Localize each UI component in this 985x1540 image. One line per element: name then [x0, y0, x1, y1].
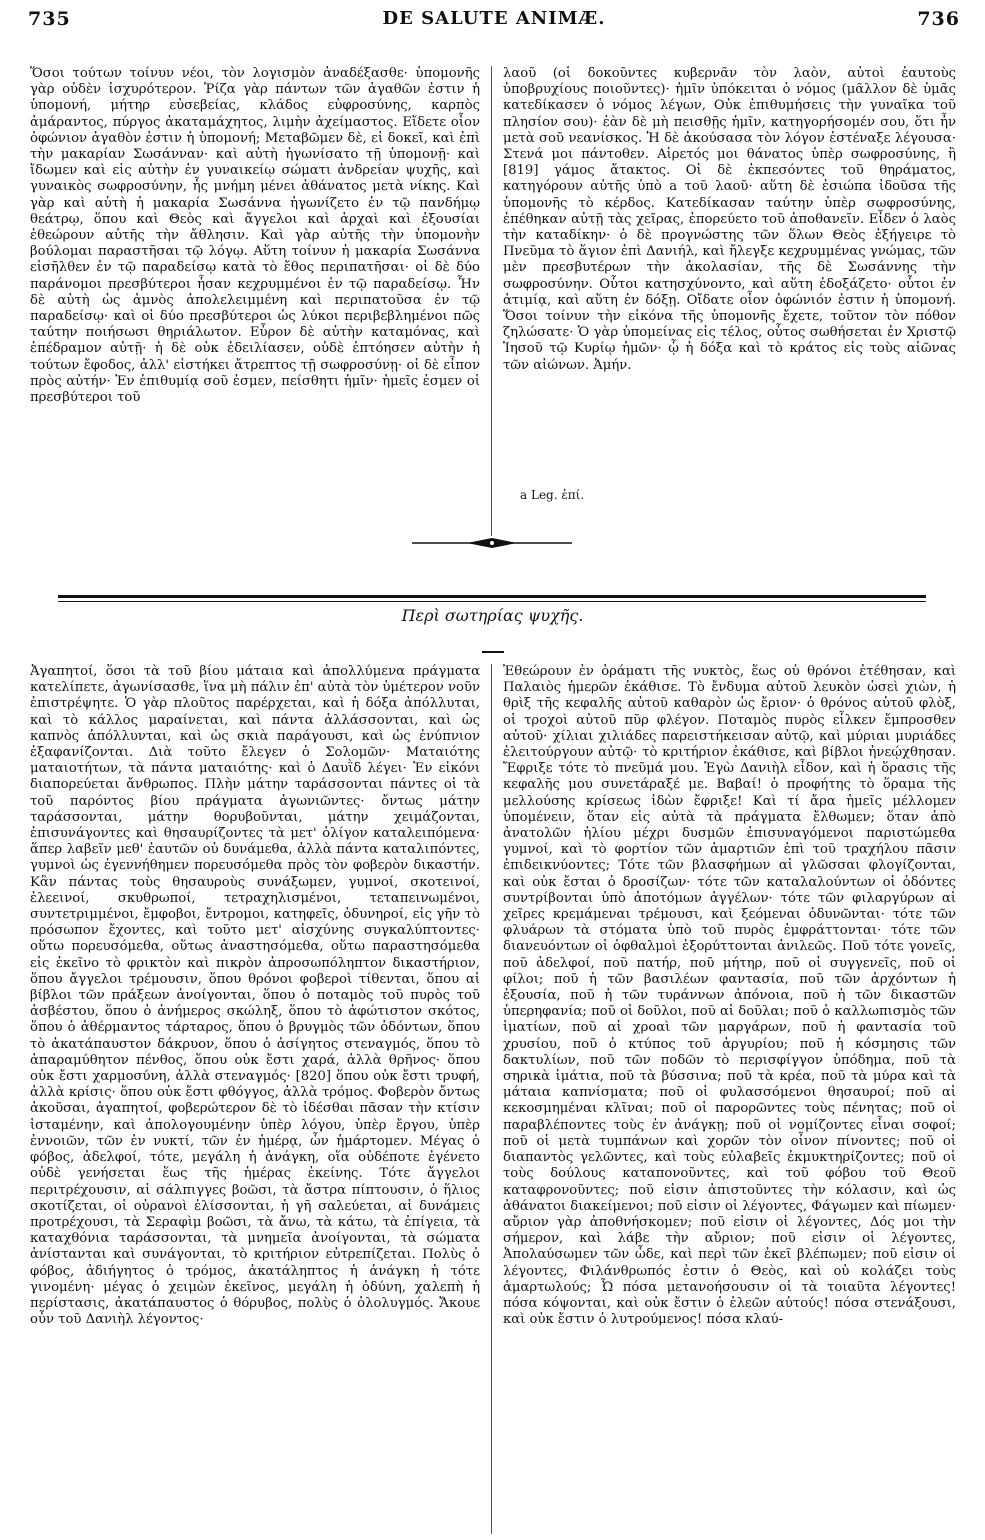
bottom-right-column	[503, 664, 956, 1534]
paragraph-text: Ἀγαπητοί, ὅσοι τὰ τοῦ βίου μάταια καὶ ἀπολλύμενα πράγματα κατελίπετε, ἀγωνίσασθε, ἵνα μὴ πάλιν ἐπ' αὐτὰ τὸν ὑμέτερον νοῦν ἐπιστρέψητε. Ὁ γὰρ πλοῦτος παρέρχεται, καὶ ἡ δόξα ἀπόλλυται, καὶ τὸ κάλλος μαραίνεται, καὶ πάντα ἀλλάσσονται, καὶ ὡς καπνὸς ἀπόλλυνται, καὶ ὡς σκιὰ παράγουσι, καὶ ὡς ἐνύπνιον ἐξαφανίζονται. Διὰ τοῦτο ἔλεγεν ὁ Σολομῶν· Ματαιότης ματαιοτήτων, τὰ πάντα ματαιότης· καὶ ὁ Δαυῒδ λέγει· Ἐν εἰκόνι διαπορεύεται ἄνθρωπος. Πλὴν μάτην ταράσσονται πάντες οἱ τὰ τοῦ παρόντος βίου πράγματα ἀγωνιῶντες· ὄντως μάτην ταράσσονται, μάτην θορυβοῦνται, μάτην χειμάζονται, ἐπισυνάγοντες καὶ θησαυρίζοντες τὰ μετ' ὀλίγον καταλειπόμενα· ἅπερ λαβεῖν μεθ' ἑαυτῶν οὐ δυνάμεθα, ἀλλὰ πάντα καταλιπόντες, γυμνοὶ ὡς ἐγεννήθημεν πορευσόμεθα πρὸς τὸν φοβερὸν δικαστήν. Κἂν πάντας τοὺς θησαυροὺς συνάξωμεν, γυμνοί, σκοτεινοί, ἐλεεινοί, σκυθρωποί, τετραχηλισμένοι, τεταπεινωμένοι, συντετριμμένοι, ἔμφοβοι, ἔντρομοι, κατηφεῖς, ὀδυνηροί, εἰς γῆν τὸ πρόσωπον ἔχοντες, καὶ τοῦτο μετ' αἰσχύνης συγκαλύπτοντες· οὕτω πορευσόμεθα, οὕτως ἀναστησόμεθα, οὕτω παραστησόμεθα εἰς ἐκεῖνο τὸ φρικτὸν καὶ πικρὸν ἀπροσωπόληπτον δικαστήριον, ὅπου ἄγγελοι τρέμουσιν, ὅπου θρόνοι φοβεροὶ τίθενται, ὅπου αἱ βίβλοι τῶν πράξεων ἀνοίγονται, ὅπου ὁ ποταμὸς τοῦ πυρὸς τοῦ ἀσβέστου, ὅπου ὁ ἀνήμερος σκώληξ, ὅπου τὸ ἀφώτιστον σκότος, ὅπου ὁ ἀθέρμαντος τάρταρος, ὅπου ὁ βρυγμὸς τῶν ὀδόντων, ὅπου τὸ ἀκατάπαυστον δάκρυον, ὅπου ὁ ἀσίγητος στεναγμός, ὅπου τὸ ἀπαραμύθητον πένθος, ὅπου οὐκ ἔστι χαρά, ἀλλὰ θρῆνος· ὅπου οὐκ ἔστι χαρμοσύνη, ἀλλὰ στεναγμός· [820] ὅπου οὐκ ἔστι τρυφή, ἀλλὰ κρίσις· ὅπου οὐκ ἔστι φθόγγος, ἀλλὰ τρόμος. Φοβερὸν ὄντως ἀκοῦσαι, ἀγαπητοί, φοβερώτερον δὲ τὸ ἰδέσθαι πᾶσαν τὴν κτίσιν ἱσταμένην, καὶ ἀπολογουμένην ὑπὲρ λόγου, ὑπὲρ ἔργου, ὑπὲρ ἐννοιῶν, τῶν ἐν νυκτί, τῶν ἐν ἡμέρᾳ, ὧν ἡμάρτομεν. Μέγας ὁ φόβος, ἀδελφοί, τότε, μεγάλη ἡ ἀνάγκη, οἵα οὐδέποτε ἐγένετο οὐδὲ γενήσεται ἕως τῆς ἡμέρας ἐκείνης. Τότε ἄγγελοι περιτρέχουσιν, αἱ σάλπιγγες βοῶσι, τὰ ἄστρα πίπτουσιν, ὁ ἥλιος σκοτίζεται, οἱ οὐρανοὶ ἑλίσσονται, ἡ γῆ σαλεύεται, αἱ δυνάμεις προτρέχουσι, τὰ Σεραφὶμ βοῶσι, τὰ ἄνω, τὰ κάτω, τὰ ἐπίγεια, τὰ καταχθόνια ταράσσονται, τὰ μνημεῖα ἀνοίγονται, τὰ σώματα ἀνίστανται καὶ συνάγονται, τὸ κριτήριον εὐτρεπίζεται. Πολὺς ὁ φόβος, ἀδιήγητος ὁ τρόμος, ἀκατάληπτος ἡ ἀνάγκη ἡ τότε γινομένη· μέγας ὁ χειμὼν ἐκεῖνος, μεγάλη ἡ ὀδύνη, χαλεπὴ ἡ περίστασις, ἀκατάπαυστος ὁ θόρυβος, πολὺς ὁ ὀλολυγμός. Ἄκουε οὖν τοῦ Δανιὴλ λέγοντος·	[30, 664, 480, 1328]
page-number-left: 735	[28, 8, 71, 30]
bottom-left-column	[30, 664, 480, 1534]
section-rule-thin	[58, 601, 926, 602]
column-divider-bottom	[491, 664, 492, 1534]
column-divider-top	[491, 66, 492, 536]
section-title: Περὶ σωτηρίας ψυχῆς.	[401, 606, 584, 625]
paragraph-text: Ἐθεώρουν ἐν ὁράματι τῆς νυκτὸς, ἕως οὗ θρόνοι ἐτέθησαν, καὶ Παλαιὸς ἡμερῶν ἐκάθισε. Τὸ ἔνδυμα αὐτοῦ λευκὸν ὡσεὶ χιὼν, ἡ θρὶξ τῆς κεφαλῆς αὐτοῦ καθαρὸν ὡς ἔριον· ὁ θρόνος αὐτοῦ φλὸξ, οἱ τροχοὶ αὐτοῦ πῦρ φλέγον. Ποταμὸς πυρὸς εἷλκεν ἔμπροσθεν αὐτοῦ· χίλιαι χιλιάδες παρειστήκεισαν αὐτῷ, καὶ μύριαι μυριάδες ἐλειτούργουν αὐτῷ· τὸ κριτήριον ἐκάθισε, καὶ βίβλοι ἠνεῴχθησαν. Ἔφριξε τότε τὸ πνεῦμά μου. Ἐγὼ Δανιὴλ εἶδον, καὶ ἡ ὅρασις τῆς κεφαλῆς μου συνετάραξέ με. Βαβαί! ὁ προφήτης τὸ ὅραμα τῆς μελλούσης κρίσεως ἰδὼν ἔφριξε! Καὶ τί ἄρα ἡμεῖς μέλλομεν ὑπομένειν, ὅταν εἰς αὐτὰ τὰ πράγματα ἔλθωμεν; ὅταν ἀπὸ ἀνατολῶν ἡλίου μέχρι δυσμῶν ἐπισυναγόμενοι παριστώμεθα γυμνοί, καὶ τὸ φορτίον τῶν ἁμαρτιῶν ἐπὶ τοῦ τραχήλου πᾶσιν ἐπιδεικνύοντες; Τότε τῶν βλασφήμων αἱ γλῶσσαι φλογίζονται, καὶ οὐκ ἔσται ὁ δροσίζων· τότε τῶν καταλαλούντων οἱ ὀδόντες συντρίβονται ὑπὸ ἀποτόμων ἀγγέλων· τότε τῶν φιλαργύρων αἱ χεῖρες κρεμάμεναι τρέμουσι, καὶ ξεόμεναι ὀδυνῶνται· τότε τῶν φλυάρων τὰ στόματα ὑπὸ τοῦ πυρὸς ἐμφράττονται· τότε τῶν διανευόντων οἱ ὀφθαλμοὶ ἐξορύττονται ἀνιλεῶς. Ποῦ τότε γονεῖς, ποῦ ἀδελφοί, ποῦ πατήρ, ποῦ μήτηρ, ποῦ οἱ συγγενεῖς, ποῦ οἱ φίλοι; ποῦ ἡ τῶν βασιλέων φαντασία, ποῦ τῶν ἀρχόντων ἡ ἐξουσία, ποῦ ἡ τῶν τυράννων ἀπόνοια, ποῦ ἡ τῶν δικαστῶν ὑπερηφανία; ποῦ οἱ δοῦλοι, ποῦ αἱ δοῦλαι; ποῦ ὁ καλλωπισμὸς τῶν ἱματίων, ποῦ αἱ χροαὶ τῶν μαργάρων, ποῦ ἡ φαντασία τοῦ χρυσίου, ποῦ ὁ κτύπος τοῦ ἀργυρίου; ποῦ ἡ κόσμησις τῶν δακτυλίων, ποῦ τῶν ποδῶν τὸ περισφίγγον ὑπόδημα, ποῦ τὰ σηρικὰ ἱμάτια, ποῦ τὰ βύσσινα; ποῦ τὰ κρέα, ποῦ τὰ μύρα καὶ τὰ μάταια καπνίσματα; ποῦ οἱ φυλασσόμενοι θησαυροί; ποῦ αἱ κεκοσμημέναι κλῖναι; ποῦ οἱ παρορῶντες τοὺς πένητας; ποῦ οἱ παραβλέποντες τοὺς ἐν ἀνάγκῃ; ποῦ οἱ νομίζοντες εἶναι σοφοί; ποῦ οἱ μετὰ τυμπάνων καὶ χορῶν τὸν οἶνον πίνοντες; ποῦ οἱ διαπαντὸς γελῶντες, καὶ τοὺς εὐλαβεῖς ἐκμυκτηρίζοντες; ποῦ οἱ τοὺς δούλους καταπονοῦντες, καὶ τοῦ φόβου τοῦ Θεοῦ καταφρονοῦντες; ποῦ εἰσιν ἀπιστοῦντες τὴν κόλασιν, καὶ ὡς ἀθάνατοι διακείμενοι; ποῦ εἰσιν οἱ λέγοντες, Φάγωμεν καὶ πίωμεν· αὔριον γὰρ ἀποθνήσκομεν; ποῦ εἰσιν οἱ λέγοντες, Δός μοι τὴν σήμερον, καὶ λάβε τὴν αὔριον; ποῦ εἰσιν οἱ λέγοντες, Ἀπολαύσωμεν τῶν ὧδε, καὶ περὶ τῶν ἐκεῖ βλέπωμεν; ποῦ εἰσιν οἱ λέγοντες, Φιλάνθρωπός ἐστιν ὁ Θεὸς, καὶ οὐ κολάζει τοὺς ἁμαρτωλούς; Ὦ πόσα μετανοήσουσιν οἱ τὰ τοιαῦτα λέγοντες! πόσα κόψονται, καὶ οὐκ ἔστιν ὁ ἐλεῶν αὐτούς! πόσα στενάξουσι, καὶ οὐκ ἔστιν ὁ λυτρούμενος! πόσα κλαύ-	[503, 664, 956, 1328]
footnote: a Leg. ἐπί.	[520, 488, 585, 502]
running-title: DE SALUTE ANIMÆ.	[382, 8, 606, 29]
top-left-column	[30, 66, 480, 528]
page-header	[28, 8, 960, 38]
title-dash	[482, 651, 504, 653]
paragraph-text: Ὅσοι τούτων τοίνυν νέοι, τὸν λογισμὸν ἀναδέξασθε· ὑπομονῆς γὰρ οὐδὲν ἰσχυρότερον. Ῥίζα γὰρ πάντων τῶν ἀγαθῶν ἐστιν ἡ ὑπομονή, μήτηρ εὐσεβείας, κλάδος εὐφροσύνης, καρπὸς ἀμάραντος, πύργος ἀκαταμάχητος, λιμὴν ἀχείμαστος. Εἴδετε οἷον ὀφώνιον ἀγαθὸν ἐστιν ἡ ὑπομονή; Μεταβῶμεν δὲ, εἰ δοκεῖ, καὶ ἐπὶ τὴν μακαρίαν Σωσάνναν· καὶ αὐτὴ ἠγωνίσατο τῇ ὑπομονῇ· καὶ ἴδωμεν καὶ εἰς αὐτὴν ἐν γυναικείῳ σώματι ἀνδρείαν ψυχῆς, καὶ γυναικὸς σωφροσύνην, ἧς μνήμη μένει ἀθάνατος μετὰ νίκης. Καὶ γὰρ καὶ αὐτὴ ἡ μακαρία Σωσάννα ἠγωνίζετο ἐν τῷ πανδήμῳ θεάτρῳ, ὅπου καὶ Θεὸς καὶ ἄγγελοι καὶ ἀρχαὶ καὶ ἐξουσίαι ἐθεώρουν αὐτῆς τὴν ἄθλησιν. Καὶ γὰρ αὐτῆς τὴν ὑπομονὴν βούλομαι παραστῆσαι τῷ λόγῳ. Αὕτη τοίνυν ἡ μακαρία Σωσάννα εἰσῆλθεν ἐν τῷ παραδείσῳ κατὰ τὸ ἔθος περιπατῆσαι· οἱ δὲ δύο παράνομοι πρεσβύτεροι ἦσαν κεχρυμμένοι ἐν τῷ παραδείσῳ. Ἦν δὲ αὐτὴ ὡς ἀμνὸς ἀπολελειμμένη καὶ περιπατοῦσα ἐν τῷ παραδείσῳ· καὶ οἱ δύο πρεσβύτεροι ὡς λύκοι περιβεβλημένοι πῶς ταύτην ποιήσωσι θηριάλωτον. Εὗρον δὲ αὐτὴν καταμόνας, καὶ ἐπέδραμον αὐτῇ· ἡ δὲ οὐκ ἐδειλίασεν, οὐδὲ ἐπτόησεν αὐτὴν ἡ τούτων ἔφοδος, ἀλλ' εἱστήκει ἄτρεπτος τῇ σωφροσύνῃ· οἱ δὲ εἶπον πρὸς αὐτήν· Ἐν ἐπιθυμίᾳ σοῦ ἐσμεν, πείσθητι ἡμῖν· ἡμεῖς ἐσμεν οἱ πρεσβύτεροι τοῦ	[30, 66, 480, 406]
section-rule-thick	[58, 595, 926, 598]
ornament-divider-icon	[412, 534, 572, 552]
top-right-column	[503, 66, 956, 496]
page-number-right: 736	[917, 8, 960, 30]
paragraph-text: λαοῦ (οἱ δοκοῦντες κυβερνᾶν τὸν λαὸν, αὐτοὶ ἑαυτοὺς ὑποβρυχίους ποιοῦντες)· ἡμῖν ὑπόκειται ὁ νόμος (μᾶλλον δὲ ὑμᾶς κατεδίκασεν ὁ νόμος λέγων, Οὐκ ἐπιθυμήσεις τὴν γυναῖκα τοῦ πλησίον σου)· ἐὰν δὲ μὴ πεισθῇς ἡμῖν, κατηγορήσομέν σου, ὅτι ἦν μετὰ σοῦ νεανίσκος. Ἡ δὲ ἀκούσασα τὸν λόγον ἐστέναξε λέγουσα· Στενά μοι πάντοθεν. Αἱρετός μοι θάνατος ὑπὲρ σωφροσύνης, ἢ [819] γάμος ἄτακτος. Οἱ δὲ ἐκπεσόντες τοῦ θηράματος, κατηγόρουν αὐτῆς ὑπὸ a τοῦ λαοῦ· αὕτη δὲ ἐσιώπα ἰδοῦσα τῆς ὑπομονῆς τὸ κέρδος. Κατεδίκασαν ταύτην ὑπὲρ σωφροσύνης, ἐπέθηκαν αὐτῇ τὰς χεῖρας, ἐπορεύετο τοῦ ἀποθανεῖν. Εἶδεν ὁ λαὸς τὴν καταδίκην· ὁ δὲ προγνώστης τῶν ὅλων Θεὸς ἐξήγειρε τὸ Πνεῦμα τὸ ἅγιον ἐπὶ Δανιήλ, καὶ ἤλεγξε κεχρυμμένας γνώμας, τῶν μὲν πρεσβυτέρων τὴν ἀκολασίαν, τῆς δὲ Σωσάννης τὴν σωφροσύνην. Οὗτοι κατησχύνοντο, καὶ αὕτη ἐδοξάζετο· οὗτοι ἐν ἀτιμίᾳ, καὶ αὕτη ἐν δόξῃ. Οἴδατε οἷον ὀφώνιόν ἐστιν ἡ ὑπομονή. Ὅσοι τοίνυν τὴν εἰκόνα τῆς ὑπομονῆς ἔχετε, τοῦτον τὸν πόθον ζηλώσατε· Ὁ γὰρ ὑπομείνας εἰς τέλος, οὗτος σωθήσεται ἐν Χριστῷ Ἰησοῦ τῷ Κυρίῳ ἡμῶν· ᾧ ἡ δόξα καὶ τὸ κράτος εἰς τοὺς αἰῶνας τῶν αἰώνων. Ἀμήν.	[503, 66, 956, 373]
